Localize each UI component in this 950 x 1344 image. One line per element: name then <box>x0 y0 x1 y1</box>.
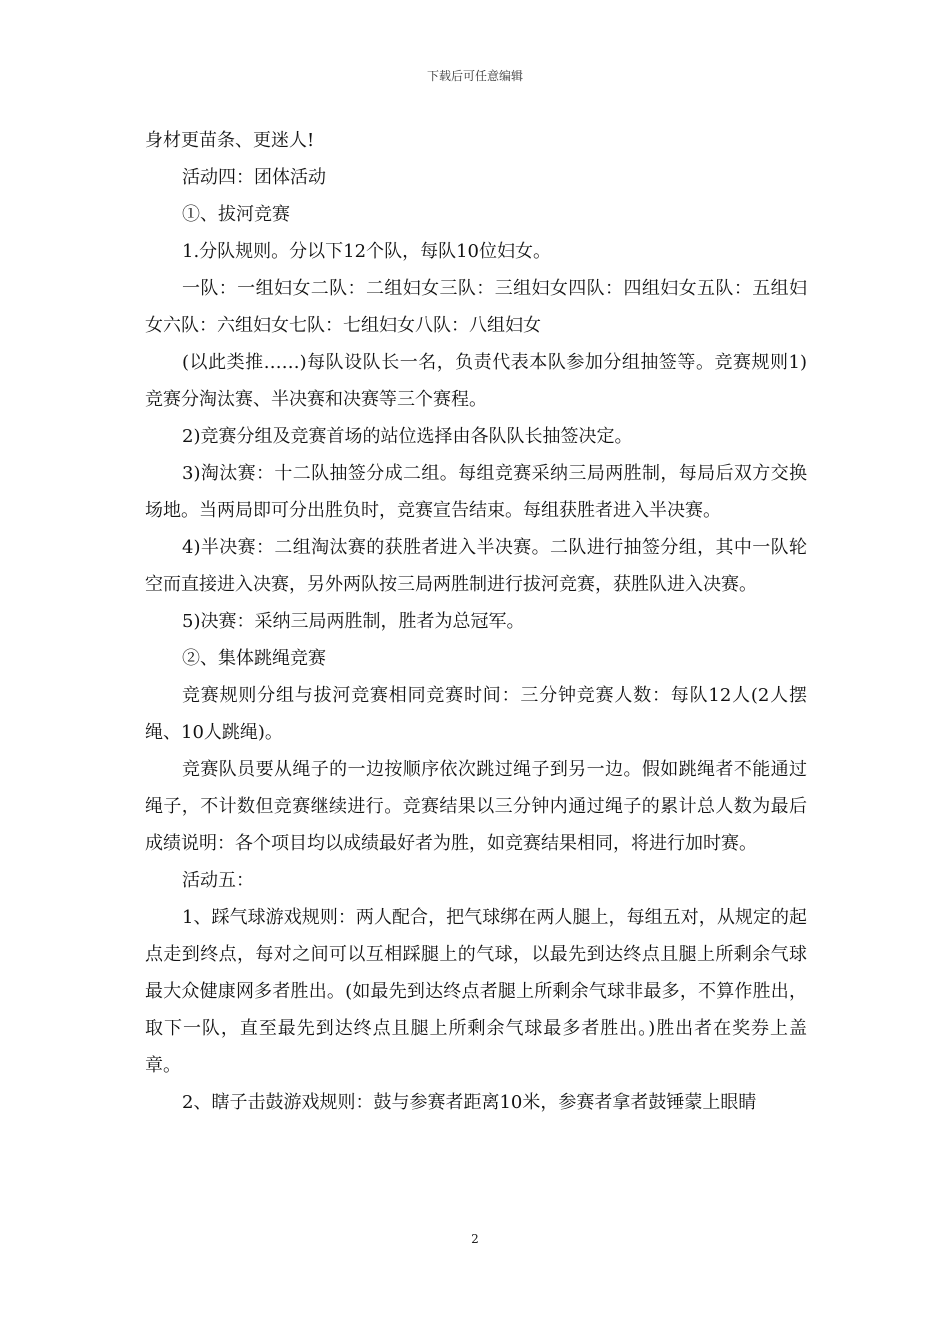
paragraph: 3)淘汰赛：十二队抽签分成二组。每组竞赛采纳三局两胜制，每局后双方交换场地。当两局即可分出胜负时，竞赛宣告结束。每组获胜者进入半决赛。 <box>145 463 807 521</box>
paragraph: 1、踩气球游戏规则：两人配合，把气球绑在两人腿上，每组五对，从规定的起点走到终点，每对之间可以互相踩腿上的气球，以最先到达终点且腿上所剩余气球最大众健康网多者胜出。(如最先到达终点者腿上所剩余气球非最多，不算作胜出，取下一队，直至最先到达终点且腿上所剩余气球最多者胜出。)胜出者在奖券上盖章。 <box>145 907 807 1076</box>
page-number: 2 <box>471 1232 479 1246</box>
section-heading: 活动四：团体活动 <box>182 167 326 188</box>
paragraph: (以此类推……)每队设队长一名，负责代表本队参加分组抽签等。竞赛规则1)竞赛分淘汰赛、半决赛和决赛等三个赛程。 <box>145 352 807 410</box>
section-heading: 活动五： <box>182 870 254 891</box>
paragraph: 身材更苗条、更迷人! <box>145 130 315 151</box>
page-header: 下载后可任意编辑 <box>426 69 523 83</box>
paragraph: 2)竞赛分组及竞赛首场的站位选择由各队队长抽签决定。 <box>182 426 633 447</box>
document-body <box>145 122 807 1121</box>
paragraph: 4)半决赛：二组淘汰赛的获胜者进入半决赛。二队进行抽签分组，其中一队轮空而直接进入决赛，另外两队按三局两胜制进行拔河竞赛，获胜队进入决赛。 <box>145 537 807 595</box>
subsection-heading: ②、集体跳绳竞赛 <box>182 648 326 669</box>
paragraph: 5)决赛：采纳三局两胜制，胜者为总冠军。 <box>182 611 525 632</box>
paragraph: 一队：一组妇女二队：二组妇女三队：三组妇女四队：四组妇女五队：五组妇女六队：六组妇女七队：七组妇女八队：八组妇女 <box>145 278 807 336</box>
paragraph: 竞赛规则分组与拔河竞赛相同竞赛时间：三分钟竞赛人数：每队12人(2人摆绳、10人跳绳)。 <box>145 685 807 743</box>
paragraph: 2、瞎子击鼓游戏规则：鼓与参赛者距离10米，参赛者拿者鼓锤蒙上眼睛 <box>182 1092 757 1113</box>
paragraph: 1.分队规则。分以下12个队，每队10位妇女。 <box>182 241 551 262</box>
subsection-heading: ①、拔河竞赛 <box>182 204 290 225</box>
paragraph: 竞赛队员要从绳子的一边按顺序依次跳过绳子到另一边。假如跳绳者不能通过绳子，不计数但竞赛继续进行。竞赛结果以三分钟内通过绳子的累计总人数为最后成绩说明：各个项目均以成绩最好者为胜，如竞赛结果相同，将进行加时赛。 <box>145 759 807 854</box>
